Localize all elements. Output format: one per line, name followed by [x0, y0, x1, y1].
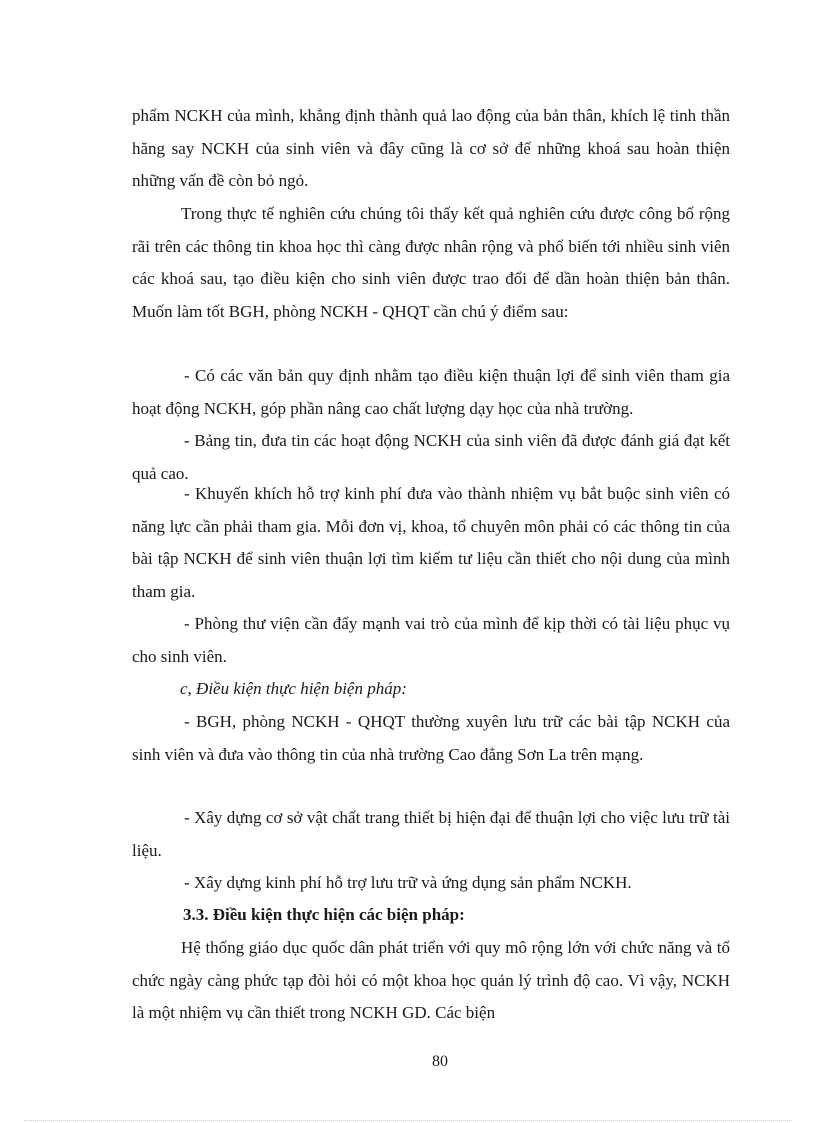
paragraph-10: Hệ thống giáo dục quốc dân phát triển với quy mô rộng lớn với chức năng và tổ chức ngày càng phức tạp đòi hỏi có một khoa học quản lý trình độ cao. Vì vậy, NCKH là một nhiệm vụ cần thiết trong NCKH GD. Các biện: [132, 938, 730, 1023]
paragraph-3: - Có các văn bản quy định nhằm tạo điều kiện thuận lợi để sinh viên tham gia hoạt động NCKH, góp phần nâng cao chất lượng dạy học của nhà trường.: [132, 366, 730, 418]
paragraph-6: - Phòng thư viện cần đẩy mạnh vai trò của mình để kịp thời có tài liệu phục vụ cho sinh viên.: [132, 614, 730, 666]
paragraph-9: - Xây dựng kinh phí hỗ trợ lưu trữ và ứng dụng sản phẩm NCKH.: [184, 873, 632, 892]
paragraph-2: Trong thực tế nghiên cứu chúng tôi thấy kết quả nghiên cứu được công bố rộng rãi trên các thông tin khoa học thì càng được nhân rộng và phổ biến tới nhiều sinh viên các khoá sau, tạo điều kiện cho sinh viên được trao đổi để dần hoàn thiện bản thân. Muốn làm tốt BGH, phòng NCKH - QHQT cần chú ý điểm sau:: [132, 204, 730, 321]
paragraph-1: phẩm NCKH của mình, khẳng định thành quả lao động của bản thân, khích lệ tinh thần hăng say NCKH của sinh viên và đây cũng là cơ sở để những khoá sau hoàn thiện những vấn đề còn bỏ ngỏ.: [132, 106, 730, 191]
subheading-c: c, Điều kiện thực hiện biện pháp:: [180, 679, 407, 698]
page-border-divider: [24, 1120, 792, 1121]
section-heading-3-3: 3.3. Điều kiện thực hiện các biện pháp:: [183, 905, 465, 924]
paragraph-8: - Xây dựng cơ sở vật chất trang thiết bị hiện đại để thuận lợi cho việc lưu trữ tài liệu.: [132, 808, 730, 860]
paragraph-7: - BGH, phòng NCKH - QHQT thường xuyên lưu trữ các bài tập NCKH của sinh viên và đưa vào thông tin của nhà trường Cao đẳng Sơn La trên mạng.: [132, 712, 730, 764]
page-number: 80: [432, 1053, 448, 1070]
paragraph-4: - Bảng tin, đưa tin các hoạt động NCKH của sinh viên đã được đánh giá đạt kết quả cao.: [132, 431, 730, 483]
paragraph-5: - Khuyến khích hỗ trợ kinh phí đưa vào thành nhiệm vụ bắt buộc sinh viên có năng lực cần phải tham gia. Mỗi đơn vị, khoa, tổ chuyên môn phải có các thông tin của bài tập NCKH để sinh viên thuận lợi tìm kiếm tư liệu cần thiết cho nội dung của mình tham gia.: [132, 484, 730, 601]
